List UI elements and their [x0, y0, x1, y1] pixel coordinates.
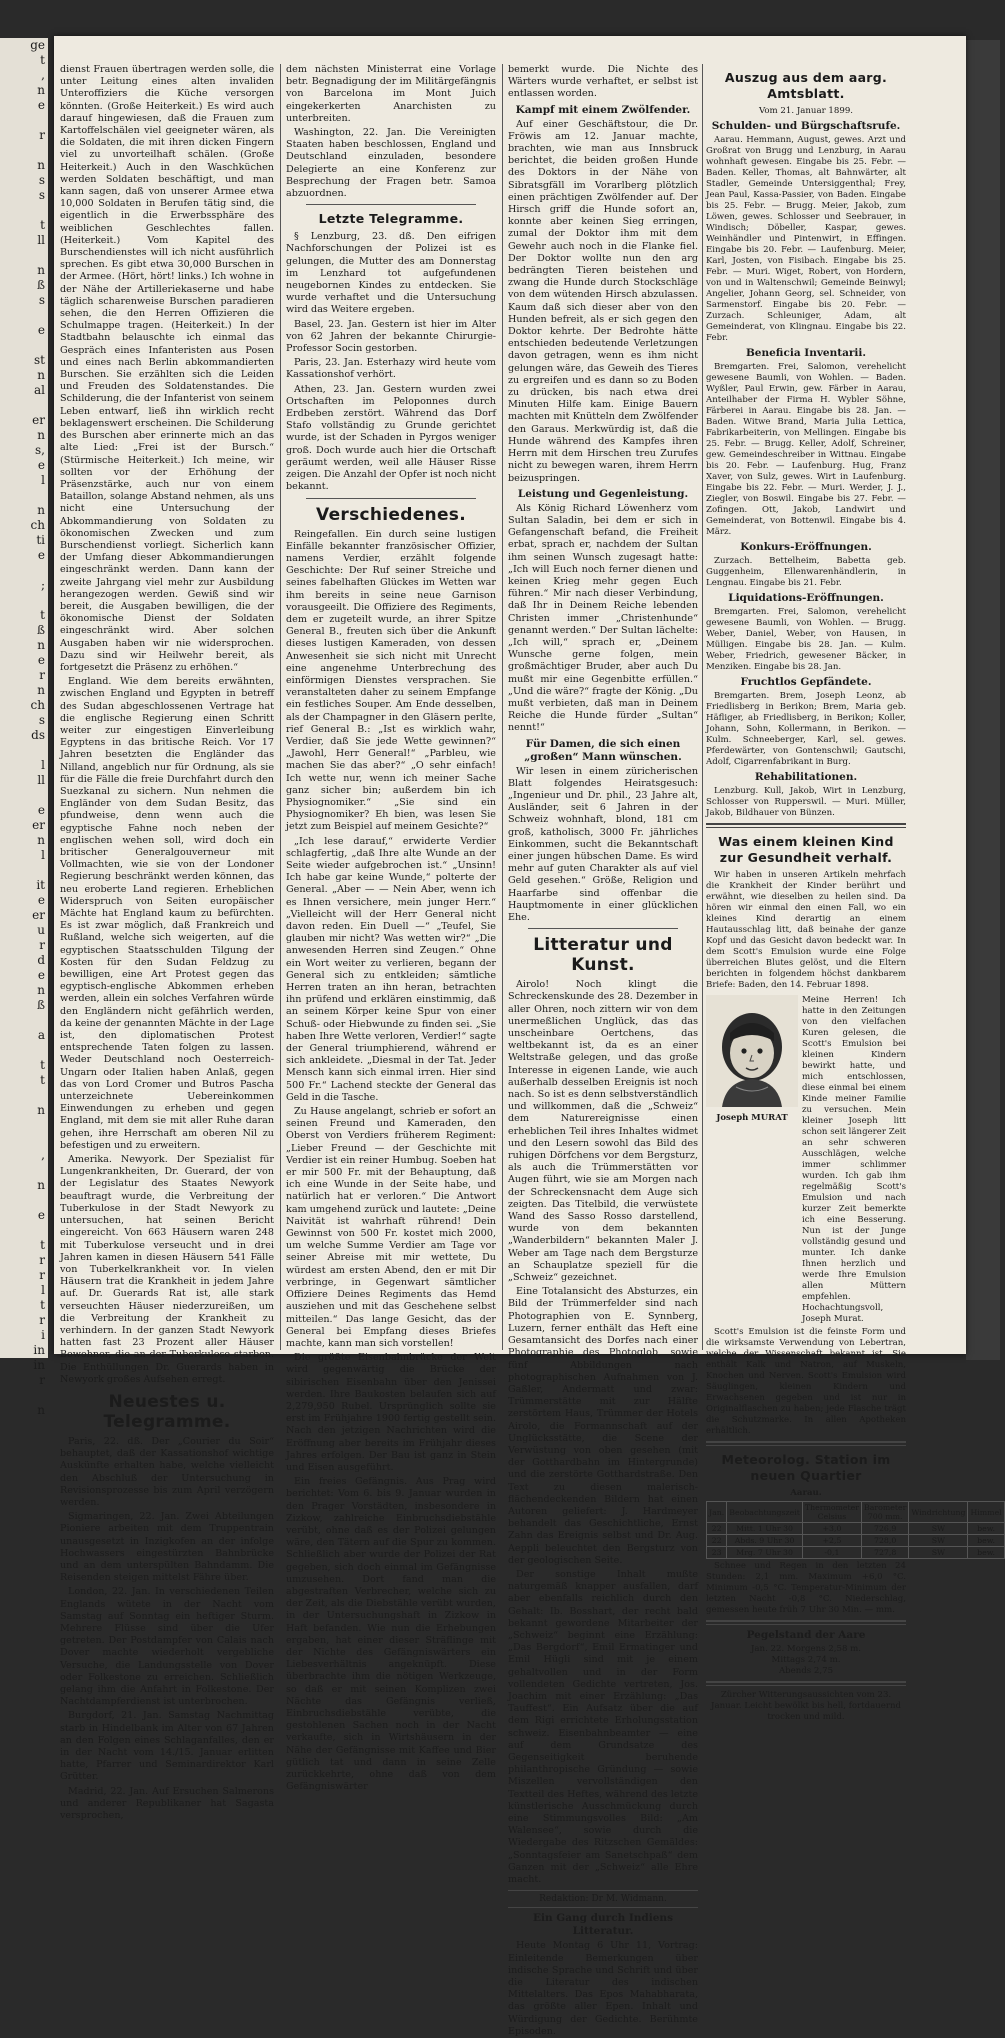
article-paragraph: Der sonstige Inhalt mußte naturgemäß knapper ausfallen, darf aber ebenfalls reichlich durch den Gehalt: Ib. Bosshart, der recht bald bekannt gewordene Mitarbeiter der „Schweiz“ beginnt eine Erzählung: „Das Bergdorf“, Emil Ermatinger und Emil Hügli sind mit je einem gehaltvollen und in der Form vollendeten Gedichte vertreten, Jos. Joachim mit einer Erzählung: „Das Tauffest“. Ein Aufsatz über die auf dem Rigi errichtete Erholungsstation schweiz. Eisenbahnbeamter — eine auf dem Grundsatze des Gegenseitigkeit beruhende philanthropische Gründung — sowie Miszellen vervollständigen den Textteil des Heftes, während des letzte künstlerische Ausschmückung durch eine Stimmungsvolles Bild: „Am Walensee“, sowie durch die Wiedergabe des Ritzschen Gemäldes: „Sonntagsfeier am Sanetschpaß“ dem Ganzen mit der „Schweiz“ alle Ehre macht. [508, 1568, 698, 1886]
article-paragraph: England. Wie dem bereits erwähnten, zwischen England und Egypten in betreff des Sudan abgeschlossenen Vertrage hat die englische Regierung einen Schritt weiter zur eingestigen Einverleibung Egyptens in das britische Reich. Vor 17 Jahren besetzten die Engländer das Nilland, angeblich nur für Ordnung, als sie für die Fälle die freie Durchfahrt durch den Suezkanal zu sichern. Nun nehmen die Engländer von dem Sudan Besitz, das pfundweise, denn wenn auch die egyptische Fahne noch neben der englischen wehen soll, wird doch ein britischer Generalgouverneur mit Vollmachten, wie sie von der Londoner Regierung beschränkt werden können, das neu eroberte Land regieren. Erheblichen Widerspruch von Seiten europäischer Mächte hat England kaum zu befürchten. Es ist zwar möglich, daß Frankreich und Rußland, welche sich weigerten, auf die egyptischen Staatsschulden Tilgung der Kosten für den Sudan Feldzug zu bewilligen, eine Art Protest gegen das egyptisch-englische Abkommen erheben werden, allein ein solches Verfahren würde den Engländern nicht gefährlich werden, da keine der genannten Mächte in der Lage ist, den diplomatischen Protest entsprechende Taten folgen zu lassen. Weder Deutschland noch Oesterreich-Ungarn oder Italien haben Anlaß, gegen das von Lord Cromer und Butros Pascha unterzeichnete Uebereinkommen Einwendungen zu erheben und gegen England, mit dem sie mit aller Ruhe daran gehen, ihre Herrschaft am oberen Nil zu befestigen und zu erweitern. [60, 676, 275, 1151]
article-paragraph: dienst Frauen übertragen werden solle, die unter Leitung eines alten invaliden Unteroffiziers die Küche versorgen könnten. (Große Heiterkeit.) Es wird auch darauf hingewiesen, daß die Frauen zum Kartoffelschälen viel geeigneter wären, als die Soldaten, die mit ihren dicken Fingern viel zu unvorteilhaft schälen. (Große Heiterkeit.) Auch in den Waschküchen werden Soldaten beschäftigt, und man kann sagen, daß von unserer Armee etwa 10,000 Soldaten in Berufen tätig sind, die eigentlich in die Erwerbssphäre des weiblichen Geschlechtes fallen. (Heiterkeit.) Vom Kapitel des Burschendienstes will ich nicht ausführlich sprechen. Es gibt etwa 30,000 Burschen in der Armee. (Hört, hört! links.) Ich wohne in der Nähe der Artilleriekaserne und habe täglich scharenweise Burschen paradieren sehen, die den Herren Offizieren die Schulmappe tragen. (Heiterkeit.) In der Stadtbahn belauschte ich einmal das Gespräch eines Infanteristen aus Posen und eines nach Berlin abkommandierten Burschen. Sie erzählten sich die Leiden und Freuden des Soldatenstandes. Die Schilderung, die der Infanterist von seinem Leben entwarf, ließ ihn wirklich recht beklagenswert erscheinen. Die Schilderung des Burschen aber erinnerte mich an das alte Lied: „Frei ist der Bursch.“ (Stürmische Heiterkeit.) Ich meine, wir sollten vor der Erhöhung der Präsenzstärke, auch nur von einem Bataillon, solange Abstand nehmen, als uns nicht eine Untersuchung der Abkommandierung von Soldaten zu ökonomischen Zwecken und zum Burschendienst vorliegt. Sicherlich kann der Umfang dieser Abkommandierungen eingeschränkt werden. Dann kann der zweite Jahrgang viel mehr zur Ausbildung herangezogen werden. Gewiß sind wir bereit, die Ausgaben bewilligen, die der ökonomische Dienst der Soldaten eingeschränkt wird. Aber solchen Ausgaben haben wir nie widersprochen. Dazu sind wir Heilwehr bereit, als fortgesetzt die Präsenz zu erhöhen.“ [60, 64, 274, 673]
table-cell: 728,0 [862, 1535, 909, 1547]
table-header-cell: Windrichtung [909, 1502, 968, 1523]
previous-page-text-fragment: ge [30, 38, 45, 52]
advert-text: Scott's Emulsion ist die feinste Form und die wirksamste Verwendung von Lebertran, welche der Wissenschaft bekannt ist. Sie enthält Kalk und Natron, auf Muskeln, Knochen und Nerven. Scott's Emulsion wird Säuglingen, kleinen Kindern und Erwachsenen gegeben und ist nur in Originalflaschen zu haben; jede Flasche trägt die Schutzmarke. In allen Apotheken erhältlich. [706, 1327, 906, 1436]
section-heading-telegrams: Letzte Telegramme. [318, 211, 464, 227]
previous-page-text-fragment: e [37, 803, 45, 817]
article-paragraph: Als König Richard Löwenherz vom Sultan Saladin, bei dem er sich in Gefangenschaft befand, die Freiheit erbat, sprach er, nachdem der Sultan ihm seinen Wunsch zugesagt hatte: „Ich will Euch noch ferner dienen und keinen Krieg mehr gegen Euch führen.“ Mir nach dieser Verbindung, daß Ihr in Deinem Reiche lebenden Christen immer „Christenhunde“ genannt werden.“ Der Sultan lächelte: „Ich will,“ sprach er, „Deinem Wunsche gerne folgen, mein großmächtiger Bruder, aber auch Du mußt mir eine Gegenbitte erfüllen.“ „Und die wäre?“ fragte der König. „Du mußt verbieten, daß man in Deinem Reiche die Hunde fürder „Sultan“ nennt!“ [508, 502, 698, 734]
previous-page-text-fragment: l [41, 848, 45, 862]
divider [706, 823, 906, 828]
previous-page-text-fragment: s, [35, 443, 45, 457]
section-heading-news: Neuestes u. Telegramme. [103, 1391, 231, 1432]
previous-page-text-fragment: ch [30, 698, 45, 712]
previous-page-text-fragment: r [39, 1373, 45, 1387]
previous-page-text-fragment: ; [40, 578, 45, 592]
table-cell: 727,8 [862, 1547, 909, 1559]
previous-page-text-fragment [0, 1223, 48, 1238]
previous-page-text-fragment [0, 248, 48, 263]
table-row [707, 1535, 1005, 1547]
table-cell: SW [909, 1535, 968, 1547]
previous-page-text-fragment [0, 1163, 48, 1178]
previous-page-text-fragment: in [33, 1343, 45, 1357]
previous-page-text-fragment: l [41, 758, 45, 772]
previous-page-text-fragment [0, 788, 48, 803]
gazette-subheading: Fruchtlos Gepfändete. [740, 676, 872, 688]
divider [528, 928, 678, 929]
previous-page-text-fragment: ll [37, 773, 45, 787]
gazette-subheading: Beneficia Inventarii. [745, 347, 867, 359]
previous-page-edge [0, 38, 48, 1417]
table-cell: 22 [707, 1535, 727, 1547]
previous-page-text-fragment: t [40, 608, 45, 622]
article-paragraph: dem nächsten Ministerrat eine Vorlage betr. Begnadigung der im Militärgefängnis von Barcelona im Mont Juich eingekerkerten Anarchisten zu unterbreiten. [286, 64, 496, 124]
river-level-heading: Pegelstand der Aare [746, 1629, 866, 1641]
previous-page-text-fragment: e [37, 893, 45, 907]
previous-page-text-fragment: s [38, 713, 45, 727]
article-paragraph: Washington, 22. Jan. Die Vereinigten Staaten haben beschlossen, England und Deutschland einzuladen, besondere Delegierte an eine Konferenz zur Besprechung der Fragen betr. Samoa abzuordnen. [286, 127, 496, 200]
river-level-line: Jan. 22. Morgens 2,58 m. [750, 1644, 862, 1654]
table-cell: Mrg. 7 Uhr 30 [727, 1547, 803, 1559]
previous-page-text-fragment [0, 1013, 48, 1028]
article-paragraph: Reingefallen. Ein durch seine lustigen Einfälle bekannter französischer Offizier, namens Verdier, erzählt folgende Geschichte: Der Ruf seiner Streiche und seines fabelhaften Glückes im Wetten war ihm bereits in seine neue Garnison vorausgeeilt. Die Offiziere des Regiments, dem er zugeteilt wurde, an ihrer Spitze General B., freuten sich über die Ankunft dieses lustigen Kameraden, von dessen Anwesenheit sie sich nicht mit Unrecht eine angenehme Unterbrechung des einförmigen Dienstes versprachen. Sie veranstalteten daher zu seinem Empfange ein festliches Souper. Am Ende desselben, als der Champagner in den Gläsern perlte, rief General B.: „Ist es wirklich wahr, Verdier, daß Sie jede Wette gewinnen?“ „Jawohl, Herr General!“ „Parbleu, wie machen Sie das aber?“ „O sehr einfach! Ich wette nur, wenn ich meiner Sache ganz sicher bin; außerdem bin ich Physiognomiker.“ „Sie sind ein Physiognomiker? Eh bien, was lesen Sie jetzt zum Beispiel auf meinem Gesichte?“ [286, 528, 496, 833]
previous-page-text-fragment: , [41, 1148, 45, 1162]
previous-page-text-fragment: ll [37, 233, 45, 247]
column-rule [502, 64, 503, 1350]
article-paragraph: Ein freies Gefängnis. Aus Prag wird berichtet: Vom 6. bis 9. Januar wurden in den Prager Vorstädten, insbesondere in Zizkow, zahlreiche Einbruchsdiebstähle verübt, ohne daß es der Polizei gelungen wäre, den Tätern auf die Spur zu kommen. Schließlich aber wurde der Polizei der Rat gegeben, sich doch einmal im Gefängnisse umzusehen. Dort fand man die abgestraften Verbrecher, welche sich zu der Zeit, als die Diebstähle verübt wurden, in der Untersuchungshaft in Zizkow in Haft befanden. Wie nun die Erhebungen ergaben, hat einer dieser Sträflinge mit der Nichte des Gefängniswärters ein Liebesverhältnis angeknüpft. Diese überbrachte ihm die nötigen Werkzeuge, so daß er mit seinen Komplizen zwei Nächte das Gefängnis verließ, Einbruchsdiebstähle verübte, die gestohlenen Sachen noch in der Nacht verkaufte, sich in Wirtshäusern in der Nähe der Gefängnisse mit Kaffee und Bier gütlich tat und dann in seine Zelle zurückkehrte, ohne daß von dem Gefängniswärter [286, 1476, 496, 1793]
previous-page-text-fragment [0, 398, 48, 413]
weather-station-place: Aarau. [790, 1488, 822, 1498]
previous-page-text-fragment: a [37, 1028, 45, 1042]
previous-page-text-fragment: e [37, 653, 45, 667]
article-paragraph: Amerika. Newyork. Der Spezialist für Lungenkrankheiten, Dr. Guerard, der von der Legislatur des Staates Newyork beauftragt wurde, die Verbreitung der Tuberkulose in der Stadt Newyork zu untersuchen, hat seinen Bericht eingereicht. Von 663 Häusern waren 248 mit Tuberkulose verseucht und in drei Jahren kamen in diesen Häusern 541 Fälle von Tuberkelkrankheit vor. In vielen Häusern trat die Krankheit in jedem Jahre auf. Dr. Guerards Rat ist, alle stark verseuchten Häuser niederzureißen, um die Verbreitung der Krankheit zu verhindern. In der ganzen Stadt Newyork hatten fast 23 Prozent aller Häuser Bewohner, die an der Tuberkulose starben. Die Enthüllungen Dr. Guerards haben in Newyork großes Aufsehen erregt. [60, 1154, 274, 1385]
section-heading-gazette: Auszug aus dem aarg. Amtsblatt. [724, 70, 888, 101]
weather-table-header [707, 1502, 1005, 1523]
previous-page-text-fragment [0, 113, 48, 128]
previous-page-text-fragment: r [39, 1313, 45, 1327]
previous-page-text-fragment: r [39, 1253, 45, 1267]
gazette-subheading: Schulden- und Bürgschaftsrufe. [711, 120, 901, 132]
section-heading-literature: Litteratur und Kunst. [533, 935, 673, 976]
article-heading: Für Damen, die sich einen „großen“ Mann wünschen. [524, 737, 682, 763]
gazette-subheading: Konkurs-Eröffnungen. [740, 541, 872, 553]
previous-page-text-fragment: e [37, 548, 45, 562]
table-cell: bew. [968, 1547, 1004, 1559]
previous-page-text-fragment [0, 488, 48, 503]
article-paragraph: Wir lesen in einem züricherischen Blatt folgendes Heiratsgesuch: „Ingenieur und Dr. phil., 23 Jahre alt, Ausländer, seit 6 Jahren in der Schweiz wohnhaft, blond, 181 cm groß, katholisch, 3000 Fr. jährliches Einkommen, sucht die Bekanntschaft einer jungen hübschen Dame. Es wird mehr auf guten Charakter als auf viel Geld gesehen.“ Größe, Religion und Haarfarbe sind offenbar die Hauptmomente in einer glücklichen Ehe. [508, 765, 698, 923]
previous-page-text-fragment: n [37, 263, 45, 277]
table-header-cell: Thermometer Celsius [802, 1502, 861, 1523]
previous-page-text-fragment: er [32, 908, 45, 922]
previous-page-text-fragment: n [37, 1403, 45, 1417]
river-level-line: Abends 2,75 [778, 1666, 834, 1676]
article-paragraph: Eine Totalansicht des Absturzes, ein Bild der Trümmerfelder sind nach Photographien von E. Synnberg, Luzern, ferner enthält das Heft eine Gesamtansicht des Dorfes nach einer Photographie des Photoglob, sowie fünf Abbildungen nach photographischen Aufnahmen von J. Gaßler, Andermatt und zwar: Trümmerstätte mit zur Hälfte zerstörtem Haus, Trümmer der Hotels Airolo, die Formannschaft auf der Unglücksstätte, die Scene der Verwüstung von oben gesehen (mit der Gotthardbahn im Hintergrunde) und die zerstörte Gotthardstraße. Den Text zu diesen malerisch-flächendeckenden Bildern hat einen Autoren geliefert: J. Hardmeyer behandelt das Geschichtliche, Ernst Zahn das Ereignis selbst und Dr. Aug. Aeppli beleuchtet den Bergsturz von der geologischen Seite. [508, 1286, 698, 1566]
previous-page-text-fragment: t [40, 53, 45, 67]
previous-page-text-fragment: n [37, 683, 45, 697]
gazette-subheading: Liquidations-Eröffnungen. [728, 592, 884, 604]
editorial-credit: Redaktion: Dr M. Widmann. [508, 1890, 698, 1908]
previous-page-text-fragment: e [37, 323, 45, 337]
previous-page-text-fragment: n [37, 1178, 45, 1192]
table-cell: 22 [707, 1523, 727, 1535]
gazette-entry: Bremgarten. Frei, Salomon, verehelicht gewesene Baumli, von Wohlen. — Baden. Wyßler, Paul Erwin, gew. Färber in Aarau, Anteilhaber der Firma H. Wybler Söhne, Färberei in Aarau. Eingabe bis 28. Jan. — Baden. Witwe Brand, Maria Julia Lettica, Fabrikarbeiterin, von Mellingen. Eingabe bis 25. Febr. — Brugg. Keller, Adolf, Schreiner, gew. Gemeindeschreiber in Wittnau. Eingabe bis 20. Febr. — Laufenburg. Hug, Franz Xaver, von Sulz, gewes. Wirt in Laufenburg. Eingabe bis 22. Febr. — Muri. Werder, J. J., Ziegler, von Boswil. Eingabe bis 27. Febr. — Zofingen. Ott, Jakob, Landwirt und Gemeinderat, von Bottenwil. Eingabe bis 4. März. [706, 362, 906, 537]
portrait-caption: Joseph MURAT [716, 1113, 788, 1123]
previous-page-text-fragment: u [37, 923, 45, 937]
river-level-line: Mittags 2,74 m. [771, 1655, 841, 1665]
divider [306, 204, 476, 205]
previous-page-text-fragment: n [37, 158, 45, 172]
article-paragraph: Zu Hause angelangt, schrieb er sofort an seinen Freund und Kameraden, den Oberst von Verdiers früherem Regiment: „Lieber Freund — der Geschichte mit Verdier ist ein reiner Humbug. Soeben hat er mir 500 Fr. mit der Behauptung, daß ich eine Wunde in der Seite habe, und natürlich hat er verloren.“ Die Antwort kam umgehend zurück und lautete: „Deine Naivität ist wahrhaft rührend! Dein Gewinnst von 500 Fr. kostet mich 2000, um welche Summe Verdier am Tage vor seiner Abreise mit mir wettete, Du würdest am ersten Abend, den er mit Dir verbringe, in Gegenwart sämtlicher Offiziere Deines Regiments das Hemd ausziehen und mit das Geschehene selbst mitteilen.“ Das lange Gesicht, das der General bei Empfang dieses Briefes machte, kann man sich vorstellen! [286, 1106, 496, 1349]
column-rule [702, 64, 703, 1350]
article-paragraph: Auf einer Geschäftstour, die Dr. Fröwis am 12. Januar machte, brachten, wie man aus Innsbruck berichtet, die beiden großen Hunde des Doktors in der Nähe von Sibratsgfäll im Vorarlberg plötzlich einen prächtigen Zwölfender auf. Der Hirsch griff die Hunde sofort an, konnte aber keinen Sieg erringen, zumal der Doktor ihm mit dem Gewehr auch noch in die Flanke fiel. Der Doktor wollte nun den arg bedrängten Tieren beistehen und zwang die Hunde durch Stockschläge von dem wütenden Hirsch abzulassen. Kaum daß sich dieser aber von den Hunden befreit, als er sich gegen den Doktor kehrte. Der Bedrohte hätte entschieden bedeutende Verletzungen davon getragen, wenn es ihm nicht gelungen wäre, das Geweih des Tieres zu ergreifen und es dann so zu Boden zu drücken, bis nach etwa drei Minuten Hilfe kam. Einige Bauern machten mit Knütteln dem Zwölfender den Garaus. Merkwürdig ist, daß die Hunde während des Kampfes ihren Herrn mit dem Hirschen treu Zurufes nicht zu bewegen waren, ihrem Herrn beizuspringen. [508, 118, 698, 484]
telegram-item: Basel, 23. Jan. Gestern ist hier im Alter von 62 Jahren der bekannte Chirurgie-Professor Socin gestorben. [286, 318, 496, 355]
column-4 [706, 64, 1002, 1722]
article-paragraph: „Ich lese darauf,“ erwiderte Verdier schlagfertig, „daß Ihre alte Wunde an der Seite wieder aufgebrochen ist.“ „Unsinn! Ich habe gar keine Wunde,“ polterte der General. „Aber — — Nein Aber, wenn ich es Ihnen versichere, mein junger Herr.“ „Vielleicht will der Herr General nicht davon reden. Ein Duell —“ „Teufel, Sie glauben mir nicht? Was wetten wir?“ „Die anwesenden Herren sind Zeugen.“ Ohne ein Wort weiter zu verlieren, begann der General sich zu entkleiden; sämtliche Herren traten an ihn heran, betrachten ihn prüfend und erklären einstimmig, daß an seinem Körper keine Spur von einer Schuß- oder Hiebwunde zu finden sei. „Sie haben Ihre Wette verloren, Verdier!“ sagte der General triumphierend, während er sich ankleidete. „Diesmal in der Tat. Jeder Mensch kann sich einmal irren. Hier sind 500 Fr.“ Lachend steckte der General das Geld in die Tasche. [286, 835, 496, 1103]
advert-letter: Meine Herren! Ich hatte in den Zeitungen von den vielfachen Kuren gelesen, die Scott's Emulsion bei kleinen Kindern bewirkt hatte, und mich entschlossen, diese einmal bei einem Kinde meiner Familie zu versuchen. Mein kleiner Joseph litt schon seit längerer Zeit an sehr schweren Ausschlägen, welche immer schlimmer wurden. Ich gab ihm regelmäßig Scott's Emulsion und nach kurzer Zeit bemerkte ich eine Besserung. Nun ist der Junge vollständig gesund und munter. Ich danke Ihnen herzlich und werde Ihre Emulsion allen Müttern empfehlen. Hochachtungsvoll, Joseph Murat. [802, 995, 906, 1324]
previous-page-text-fragment: i [41, 1328, 45, 1342]
previous-page-text-fragment: t [40, 1298, 45, 1312]
table-cell: SW [909, 1547, 968, 1559]
previous-page-text-fragment: ch [30, 518, 45, 532]
telegram-item: § Lenzburg, 23. dß. Den eifrigen Nachforschungen der Polizei ist es gelungen, die Mutter des am Donnerstag im Lenzhard tot aufgefundenen neugebornen Kindes zu entdecken. Sie wurde verhaftet und die Untersuchung wird das Weitere ergeben. [286, 231, 496, 316]
article-heading: Leistung und Gegenleistung. [517, 487, 689, 500]
previous-page-text-fragment: er [32, 413, 45, 427]
previous-page-text-fragment [0, 1133, 48, 1148]
previous-page-text-fragment [0, 1418, 48, 1433]
previous-page-text-fragment: r [39, 1268, 45, 1282]
gazette-entry: Bremgarten. Frei, Salomon, verehelicht gewesene Baumli, von Wohlen. — Brugg. Weber, Daniel, Weber, von Hausen, in Mülligen. Eingabe bis 28. Jan. — Kulm. Weber, Friedrich, gewesener Bäcker, in Menziken. Eingabe bis 28. Jan. [706, 607, 906, 672]
news-item: Sigmaringen, 22. Jan. Zwei Abteilungen Pioniere arbeiten mit dem Truppentrain unausgesetzt in Inzigkofen an der infolge Hochwassers eingestürzten Bahnbrücke und an dem unterspülten Bahndamm. Die Reisenden steigen mittelst Fähre über. [60, 1511, 274, 1584]
previous-page-text-fragment: n [37, 428, 45, 442]
previous-page-text-fragment: e [37, 968, 45, 982]
previous-page-text-fragment [0, 1118, 48, 1133]
column-1 [60, 64, 275, 1822]
weather-forecast: Zürcher Witterungsaussichten vom 23. Januar. Leicht bewölkt bis hell, fortdauernd trocken und mild. [711, 1690, 901, 1722]
previous-page-text-fragment: e [37, 1208, 45, 1222]
previous-page-text-fragment: st [34, 353, 45, 367]
previous-page-text-fragment [0, 203, 48, 218]
divider [706, 1441, 906, 1446]
telegram-item: Athen, 23. Jan. Gestern wurden zwei Ortschaften im Peloponnes durch Erdbeben zerstört. Während das Dorf Stafo vollständig zu Grunde gerichtet wurde, ist der Schaden in Pyrgos weniger groß. Doch wurde auch hier die Ortschaft geräumt werden, weil alle Häuser Risse zeigen. Die Anzahl der Opfer ist noch nicht bekannt. [286, 383, 496, 493]
previous-page-text-fragment [0, 1043, 48, 1058]
previous-page-text-fragment [0, 338, 48, 353]
divider [706, 1620, 906, 1625]
gazette-entry: Bremgarten. Brem, Joseph Leonz, ab Friedlisberg in Berikon; Brem, Maria geb. Häfliger, ab Friedlisberg, in Berikon; Koller, Johann, Sohn, Kollermann, in Berikon. — Kulm. Schneeberger, Karl, sel. gewes. Pferdewärter, von Gontenschwil; Gautschi, Adolf, Cigarrenfabrikant in Burg. [706, 691, 906, 767]
divider [706, 1681, 906, 1686]
child-portrait-illustration [706, 995, 798, 1107]
table-header-cell: Himmel [968, 1502, 1004, 1523]
table-cell: SW [909, 1523, 968, 1535]
previous-page-text-fragment: e [37, 98, 45, 112]
previous-page-text-fragment: n [37, 833, 45, 847]
gazette-entry: Lenzburg. Kull, Jakob, Wirt in Lenzburg, Schlosser von Rupperswil. — Muri. Müller, Jakob, Bildhauer von Bünzen. [706, 786, 906, 818]
table-row [707, 1547, 1005, 1559]
divider [306, 498, 476, 499]
previous-page-text-fragment: l [41, 1283, 45, 1297]
column-2 [286, 64, 496, 1793]
previous-page-text-fragment: r [39, 938, 45, 952]
previous-page-text-fragment: al [34, 383, 45, 397]
article-paragraph: Airolo! Noch klingt die Schreckenskunde des 28. Dezember in aller Ohren, noch zittern wir von dem unermeßlichen Unglück, das das unscheinbare Oertchens, das weltbekannt ist, da es an einer Weltstraße gelegen, und das große Interesse in eigenen Lande, wie auch außerhalb desselben Ereignis ist noch nach. So ist es denn selbstverständlich und willkommen, daß die „Schweiz“ dem Naturereignisse einen erheblichen Teil ihres Inhaltes widmet und den Lesern sowohl das Bild des ruhigen Dörfchens vor dem Bergsturz, als auch die Trümmerstätten vor Augen führt, wie sie am Morgen nach der Schreckensnacht dem Auge sich zeigten. Das Titelbild, die verwüstete Wand des Sasso Rosso darstellend, wurde von dem bekannten „Wanderbildern“ bekannten Maler J. Weber am Tage nach dem Bergsturze an Schauplatze speziell für die „Schweiz“ gezeichnet. [508, 979, 698, 1284]
previous-page-text-fragment: t [40, 1058, 45, 1072]
previous-page-text-fragment [0, 143, 48, 158]
article-heading: Ein Gang durch Indiens Litteratur. [533, 1912, 673, 1938]
previous-page-text-fragment: l [41, 473, 45, 487]
previous-page-text-fragment [0, 863, 48, 878]
previous-page-text-fragment: t [40, 1238, 45, 1252]
previous-page-text-fragment [0, 1433, 48, 1448]
news-item: Burgdorf, 21. Jan. Samstag Nachmittag starb in Hindelbank im Alter von 67 Jahren an den Folgen eines Schlaganfalles, den er in der Nacht vom 14./15. Januar erlitten hatte, Pfarrer und Seminardirektor Karl Grütter. [60, 1710, 274, 1783]
table-header-cell: Beobachtungszeit [727, 1502, 803, 1523]
gazette-entry: Zurzach. Bettelheim, Babetta geb. Guggenheim, Ellenwarenhändlerin, in Lengnau. Eingabe bis 21. Febr. [706, 556, 906, 588]
news-item: London, 22. Jan. In verschiedenen Teilen Englands wütete in der Nacht vom Samstag auf Sonntag ein heftiger Sturm. Mehrere Flüsse sind über die Ufer getreten. Der Postdampfer von Calais nach Dover machte wiederholt vergebliche Versuche, die Landungsstelle von Dover oder Folkestone zu erreichen. Schließlich gelang ihm die Anfahrt in Folkestone. Der Nachtdampferdienst ist unterbrochen. [60, 1586, 274, 1708]
article-heading: Kampf mit einem Zwölfender. [515, 103, 691, 116]
news-item: Madrid, 22. Jan. Auf Ersuchen Salmerons und anderer Republikaner hat Sagasta versprochen, [60, 1785, 274, 1822]
weather-station-heading: Meteorolog. Station im neuen Quartier [721, 1452, 891, 1483]
previous-page-text-fragment: ß [36, 998, 45, 1012]
previous-page-text-fragment: t [40, 1073, 45, 1087]
previous-page-text-fragment: n [37, 503, 45, 517]
previous-page-text-fragment: n [37, 83, 45, 97]
section-heading-miscellany: Verschiedenes. [316, 504, 466, 525]
table-cell: -0,1 [802, 1547, 861, 1559]
advert-text: Wir haben in unseren Artikeln mehrfach die Krankheit der Kinder berührt und erwähnt, wie dieselben zu heilen sind. Da hören wir einmal den einen Fall, wo ein kleines Kind derartig an einem Hautausschlag litt, daß beinahe der ganze Kopf und das Gesicht davon bedeckt war. In dem Scott's Emulsion wurde eine Folge überreichen Blutes gelöst, und die Eltern berichten in folgendem höchst dankbarem Briefe: Baden, den 14. Februar 1898. [706, 870, 906, 990]
previous-page-text-fragment: ds [31, 728, 45, 742]
previous-page-text-fragment: s [38, 173, 45, 187]
previous-page-text-fragment: d [37, 953, 45, 967]
table-cell: bew. [968, 1535, 1004, 1547]
table-cell: bew. [968, 1523, 1004, 1535]
weather-notes: Schnee und Regen in den letzten 24 Stunden: 2,1 mm. Maximum +6,0 °C. Minimum -0,5 °C. Temperatur-Minimum der letzten Nacht -0,8 °C. Niederschlag, gemessen heute früh 7 Uhr 30 Min. — mm. [706, 1561, 906, 1615]
table-header-cell: Jan. [707, 1502, 727, 1523]
table-header-cell: Barometer 700 mm. [862, 1502, 909, 1523]
previous-page-text-fragment: s [38, 293, 45, 307]
previous-page-text-fragment: n [37, 983, 45, 997]
weather-table [706, 1501, 1005, 1559]
previous-page-text-fragment [0, 1388, 48, 1403]
article-paragraph: bemerkt wurde. Die Nichte des Wärters wurde verhaftet, er selbst ist entlassen worden. [508, 64, 698, 100]
previous-page-text-fragment: n [37, 638, 45, 652]
telegram-item: Paris, 23. Jan. Esterhazy wird heute vom Kassationshof verhört. [286, 357, 496, 381]
previous-page-text-fragment: in [33, 1358, 45, 1372]
table-cell: Abds. 9 Uhr 30 [727, 1535, 803, 1547]
portrait-wrapper [706, 995, 798, 1325]
previous-page-text-fragment: ß [36, 623, 45, 637]
previous-page-text-fragment: r [39, 128, 45, 142]
column-rule [280, 64, 281, 1350]
gazette-entry: Aarau. Hemmann, August, gewes. Arzt und Großrat von Brugg und Lenzburg, in Aarau wohnhaft gewesen. Eingabe bis 25. Febr. — Baden. Keller, Thomas, alt Bahnwärter, alt Stadler, Gemeinde Untersiggenthal; Frey, Jean Paul, Kassa-Passier, von Baden. Eingabe bis 25. Febr. — Brugg. Meier, Jakob, zum Löwen, gewes. Schlosser und Seebrauer, in Windisch; Döbeller, Kaspar, gewes. Weinhändler und Pintenwirt, in Effingen. Eingabe bis 20. Febr. — Laufenburg. Meier, Karl, Josten, von Fisibach. Eingabe bis 25. Febr. — Muri. Wiget, Robert, von Hordern, von und in Waltenschwil; Gemeinde Beinwyl; Angelier, Johann Georg, sel. Schneider, von Sarmenstorf. Eingabe bis 20. Febr. — Zurzach. Schleuniger, Adam, alt Gemeinderat, von Klingnau. Eingabe bis 22. Febr. [706, 135, 906, 343]
table-cell: 23 [707, 1547, 727, 1559]
previous-page-text-fragment: e [37, 458, 45, 472]
table-row [707, 1523, 1005, 1535]
previous-page-text-fragment: n [37, 368, 45, 382]
table-cell: 726,9 [862, 1523, 909, 1535]
gazette-date: Vom 21. Januar 1899. [758, 106, 854, 116]
previous-page-text-fragment: t [40, 218, 45, 232]
previous-page-text-fragment: it [36, 878, 45, 892]
table-cell: +2,5 [802, 1535, 861, 1547]
previous-page-text-fragment [0, 563, 48, 578]
previous-page-text-fragment [0, 1193, 48, 1208]
previous-page-text-fragment: s [38, 188, 45, 202]
binding-shadow [966, 40, 1000, 1360]
advert-heading: Was einem kleinen Kind zur Gesundheit verhalf. [718, 834, 894, 865]
previous-page-text-fragment [0, 743, 48, 758]
previous-page-text-fragment: er [32, 818, 45, 832]
previous-page-text-fragment [0, 308, 48, 323]
previous-page-text-fragment: , [41, 68, 45, 82]
article-paragraph: Heute Montag 6 Uhr 11, Vortrag: Einleitende Bemerkungen über indische Sprache und Schrift und über die Literatur des indischen Mittelalters. Das Epos Mahabharata, das größte aller Epen. Inhalt und Würdigung der Gedichte. Berühmte Episoden. [508, 1940, 698, 2037]
column-3 [508, 64, 698, 2037]
previous-page-text-fragment [0, 593, 48, 608]
previous-page-text-fragment [0, 1088, 48, 1103]
table-cell: +3,0 [802, 1523, 861, 1535]
previous-page-text-fragment: n [37, 1103, 45, 1117]
previous-page-text-fragment: ti [36, 533, 45, 547]
previous-page-text-fragment: ß [36, 278, 45, 292]
previous-page-text-fragment: r [39, 668, 45, 682]
gazette-subheading: Rehabilitationen. [754, 771, 858, 783]
table-cell: Mitt. 1 Uhr 30 [727, 1523, 803, 1535]
article-paragraph: Die größte Eisenbahnbrücke der Welt wird gegenwärtig die Brücke der sibirischen Eisenbahn über den Jenissei werden. Ihre Baukosten belaufen sich auf 2,279,950 Rubel. Ursprünglich sollte sie erst im Frühjahre 1900 fertig gestellt sein. Nach den jetzigen Nachrichten wird die Eröffnung aber bereits im Frühjahr dieses Jahres erfolgen. Der Bau ist ganz in Stein und Eisen ausgeführt. [286, 1352, 496, 1473]
advert-illustration-block [706, 995, 906, 1325]
news-item: Paris, 22. dß. Der „Courier du Soir“ behauptet, daß der Kassationshof wichtige Auskünfte erhalten habe, welche vielleicht den Abschluß der Untersuchung in Revisionsprozesse bis zum April verzögern werden. [60, 1435, 274, 1508]
